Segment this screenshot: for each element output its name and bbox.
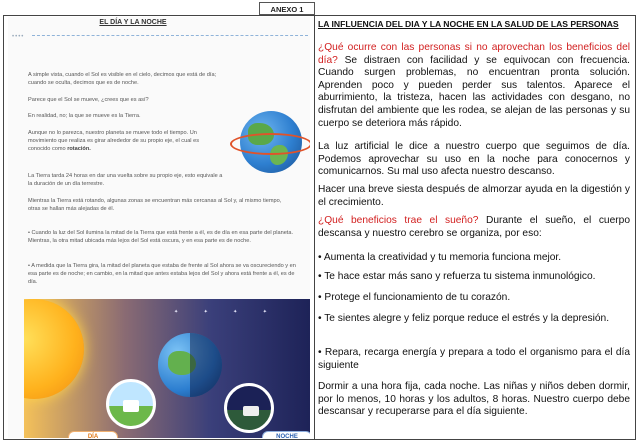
right-paragraph-1 bbox=[318, 42, 630, 130]
left-panel bbox=[8, 17, 310, 438]
left-bullet-2: • A medida que la Tierra gira, la mitad del planeta que estaba de frente al Sol ahora se va oscureciendo y en esa parte es de noche; en cambio, en la mitad que antes estaba lejos del Sol y ahora está frente a él, es de día. bbox=[28, 263, 296, 286]
right-bullet-1: • Aumenta la creatividad y tu memoria funciona mejor. bbox=[318, 252, 562, 263]
left-paragraph-4 bbox=[28, 129, 220, 154]
right-bullet-4: • Te sientes alegre y feliz porque reduce el estrés y la depresión. bbox=[318, 313, 610, 324]
question-1: ¿Qué ocurre con las personas si no aprovechan los beneficios del día? bbox=[318, 42, 630, 66]
right-bullet-5: • Repara, recarga energía y prepara a todo el organismo para el día siguiente bbox=[318, 347, 630, 371]
left-paragraph-3: En realidad, no; la que se mueve es la Tierra. bbox=[28, 113, 141, 119]
right-bullet-3: • Protege el funcionamiento de tu corazón. bbox=[318, 292, 511, 303]
right-paragraph-2: La luz artificial le dice a nuestro cuerpo que seguimos de día. Podemos aprovechar su uso en la noche para conocernos y comunicarnos. Su mal uso afecta nuestro descanso. bbox=[318, 141, 630, 178]
left-paragraph-1: A simple vista, cuando el Sol es visible en el cielo, decimos que está de día; cuando se oculta, decimos que es de noche. bbox=[28, 72, 217, 87]
left-paragraph-2: Parece que el Sol se mueve, ¿crees que es así? bbox=[28, 97, 149, 103]
left-title: EL DÍA Y LA NOCHE bbox=[99, 19, 167, 26]
right-paragraph-1-text: Se distraen con facilidad y se equivocan con frecuencia. Cuando surgen problemas, no encuentran pronta solución. Aprenden poco y pueden perder sus talentos. Aparece el aburrimiento, la tristeza, hacen las actividades con desgano, no disfrutan del ambiente que les rodea, se alejan de las personas y su cuerpo se deteriora más rápido. bbox=[318, 54, 630, 129]
sun-earth-illustration: ✦ ✦ ✦ ✦ DÍA NOCHE bbox=[24, 299, 310, 438]
day-view-icon bbox=[106, 379, 156, 429]
right-title: LA INFLUENCIA DEL DIA Y LA NOCHE EN LA SALUD DE LAS PERSONAS bbox=[318, 19, 619, 29]
sun-icon bbox=[24, 299, 84, 399]
dots-decoration: •••• bbox=[12, 34, 25, 40]
rotation-arrow bbox=[230, 133, 310, 155]
right-paragraph-4 bbox=[318, 215, 630, 240]
right-paragraph-4-text: Durante el sueño, el cuerpo descansa y nuestro cerebro se organiza, por eso: bbox=[318, 215, 630, 239]
right-paragraph-5: Dormir a una hora fija, cada noche. Las niñas y niños deben dormir, por lo menos, 10 horas y los adultos, 8 horas. Nuestro cuerpo debe descansar y recuperarse para el día siguiente. bbox=[318, 381, 630, 418]
night-tag: NOCHE bbox=[262, 431, 310, 438]
earth-icon bbox=[158, 333, 222, 397]
left-paragraph-4-text: Aunque no lo parezca, nuestro planeta se mueve todo el tiempo. Un movimiento que realiza es girar alrededor de su propio eje, el cual es conocido como bbox=[28, 130, 200, 153]
day-tag: DÍA bbox=[68, 431, 118, 438]
earth-rotation-icon bbox=[230, 103, 310, 185]
rotation-term: rotación. bbox=[67, 146, 91, 153]
document-table bbox=[3, 15, 636, 440]
right-paragraph-3: Hacer una breve siesta después de almorzar ayuda en la digestión y el crecimiento. bbox=[318, 184, 630, 208]
left-paragraph-5: La Tierra tarda 24 horas en dar una vuelta sobre su propio eje, esto equivale a la duración de un día terrestre. bbox=[28, 173, 223, 188]
column-divider bbox=[314, 16, 315, 439]
left-bullet-1: • Cuando la luz del Sol ilumina la mitad de la Tierra que está frente a él, es de día en esa parte del planeta. Mientras, la otra mitad ubicada más lejos del Sol está oscura, y en esa parte es de noche. bbox=[28, 230, 294, 245]
night-view-icon bbox=[224, 383, 274, 433]
left-paragraph-6: Mientras la Tierra está rotando, algunas zonas se encuentran más cercanas al Sol y, al mismo tiempo, otras se hallan más alejadas de él. bbox=[28, 198, 282, 213]
dashed-rule bbox=[32, 35, 308, 37]
right-bullet-2: • Te hace estar más sano y refuerza tu sistema inmunológico. bbox=[318, 271, 596, 282]
question-2: ¿Qué beneficios trae el sueño? bbox=[318, 215, 479, 226]
right-panel bbox=[318, 17, 632, 438]
annex-label: ANEXO 1 bbox=[259, 2, 315, 15]
